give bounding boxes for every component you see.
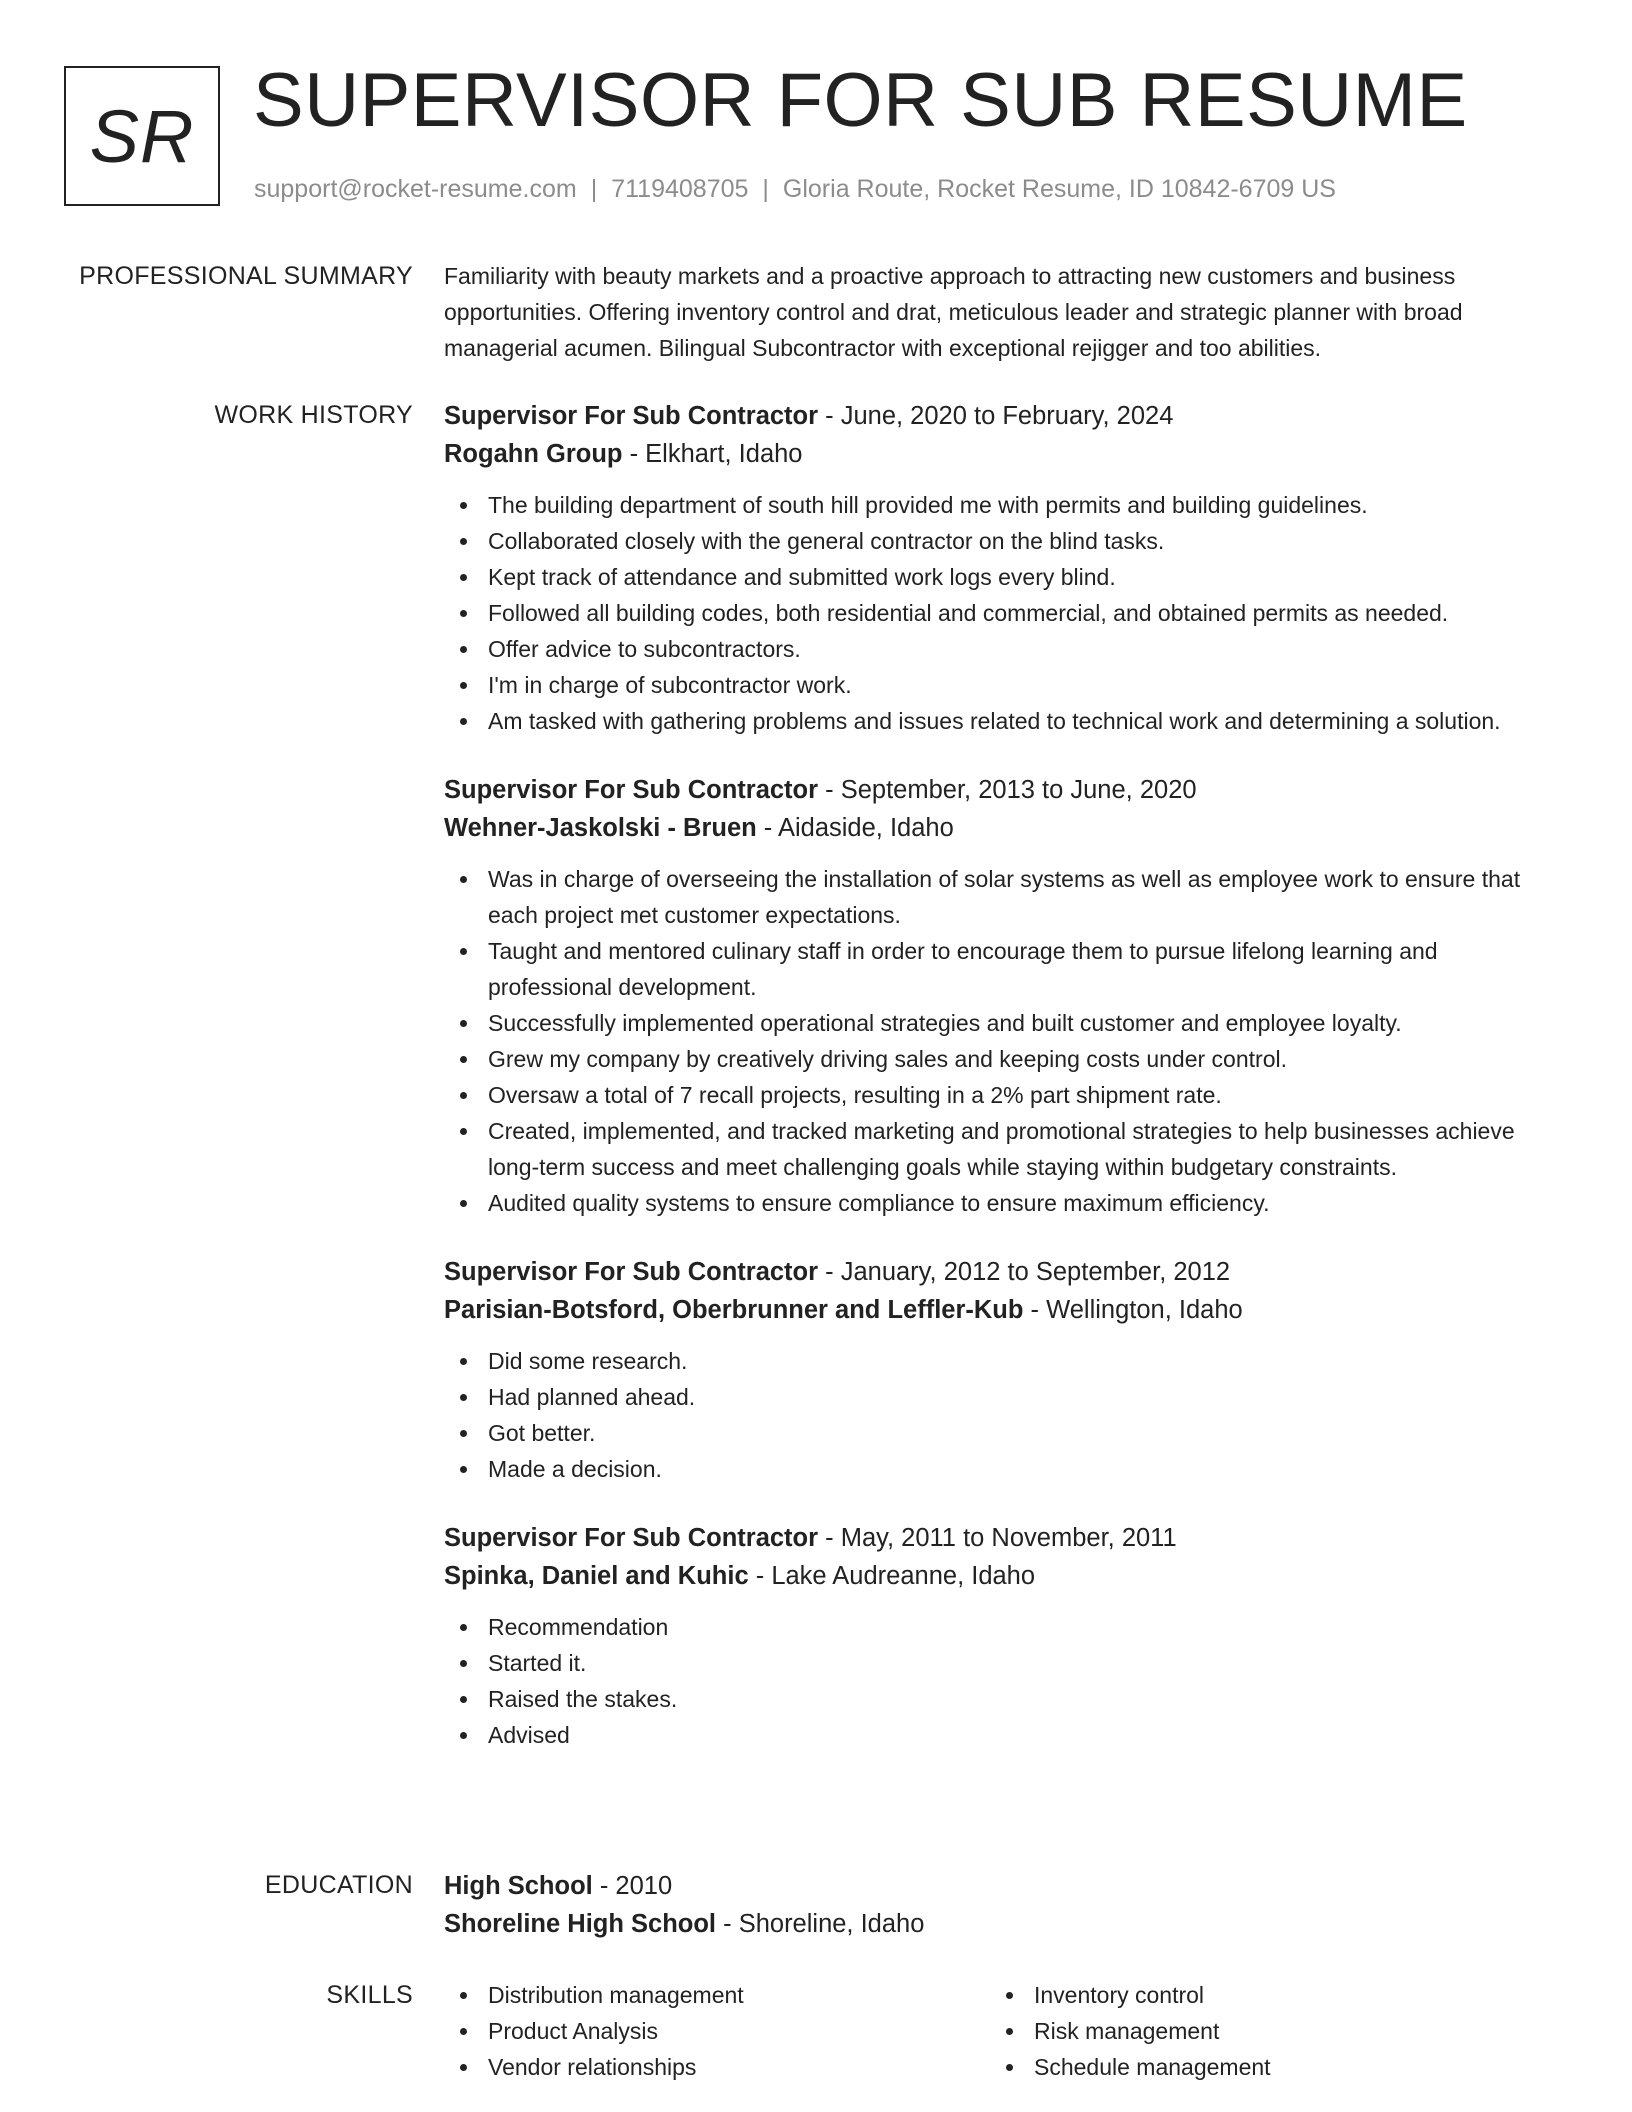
education-body bbox=[444, 1867, 1564, 1943]
job-dates: - June, 2020 to February, 2024 bbox=[818, 402, 1174, 430]
summary-text: Familiarity with beauty markets and a proactive approach to attracting new customers and business opportunities. Offering inventory control and drat, meticulous leader and strategic planner with broad managerial acumen. Bilingual Subcontractor with exceptional rejigger and too abilities. bbox=[444, 263, 1463, 361]
job-entry bbox=[444, 1253, 1564, 1487]
job-title-line bbox=[444, 1253, 1564, 1291]
skills-column-right bbox=[990, 1977, 1536, 2085]
list-item: Was in charge of overseeing the installation of solar systems as well as employee work to ensure that each project met customer expectations. bbox=[444, 861, 1564, 933]
contact-line bbox=[254, 172, 1336, 206]
list-item: Offer advice to subcontractors. bbox=[444, 631, 1564, 667]
job-title: Supervisor For Sub Contractor bbox=[444, 1258, 819, 1286]
section-label-work-history: WORK HISTORY bbox=[214, 401, 413, 429]
job-title-line bbox=[444, 397, 1564, 435]
list-item: Successfully implemented operational strategies and built customer and employee loyalty. bbox=[444, 1005, 1564, 1041]
section-label-skills: SKILLS bbox=[326, 1981, 413, 2009]
job-dates: - September, 2013 to June, 2020 bbox=[818, 776, 1197, 804]
job-title: Supervisor For Sub Contractor bbox=[444, 402, 819, 430]
list-item: Started it. bbox=[444, 1645, 1564, 1681]
list-item: Got better. bbox=[444, 1415, 1564, 1451]
job-location: - Elkhart, Idaho bbox=[622, 440, 803, 468]
list-item: Made a decision. bbox=[444, 1451, 1564, 1487]
skill-item: Risk management bbox=[990, 2013, 1536, 2049]
job-entry bbox=[444, 771, 1564, 1221]
list-item: The building department of south hill provided me with permits and building guidelines. bbox=[444, 487, 1564, 523]
job-company-line bbox=[444, 1291, 1564, 1329]
job-title: Supervisor For Sub Contractor bbox=[444, 1524, 819, 1552]
skill-item: Inventory control bbox=[990, 1977, 1536, 2013]
job-company-line bbox=[444, 1557, 1564, 1595]
list-item: Did some research. bbox=[444, 1343, 1564, 1379]
section-label-summary: PROFESSIONAL SUMMARY bbox=[79, 262, 413, 290]
skill-item: Product Analysis bbox=[444, 2013, 990, 2049]
job-dates: - May, 2011 to November, 2011 bbox=[818, 1524, 1177, 1552]
job-company: Parisian-Botsford, Oberbrunner and Leffler-Kub bbox=[444, 1296, 1024, 1324]
section-label-education: EDUCATION bbox=[264, 1871, 413, 1899]
job-company-line bbox=[444, 435, 1564, 473]
list-item: Kept track of attendance and submitted work logs every blind. bbox=[444, 559, 1564, 595]
education-school-line bbox=[444, 1905, 1564, 1943]
contact-address: Gloria Route, Rocket Resume, ID 10842-6709 US bbox=[782, 175, 1336, 203]
job-location: - Aidaside, Idaho bbox=[756, 814, 954, 842]
education-degree-line bbox=[444, 1867, 1564, 1905]
skill-item: Schedule management bbox=[990, 2049, 1536, 2085]
job-company: Wehner-Jaskolski - Bruen bbox=[444, 814, 757, 842]
job-entry bbox=[444, 397, 1564, 739]
job-company: Rogahn Group bbox=[444, 440, 623, 468]
job-bullets bbox=[444, 487, 1564, 739]
monogram-logo: SR bbox=[64, 66, 220, 206]
job-location: - Wellington, Idaho bbox=[1023, 1296, 1243, 1324]
job-bullets bbox=[444, 1609, 1564, 1753]
list-item: Raised the stakes. bbox=[444, 1681, 1564, 1717]
job-location: - Lake Audreanne, Idaho bbox=[748, 1562, 1036, 1590]
list-item: Taught and mentored culinary staff in order to encourage them to pursue lifelong learning and professional development. bbox=[444, 933, 1564, 1005]
contact-separator: | bbox=[762, 175, 769, 203]
education-location: - Shoreline, Idaho bbox=[716, 1910, 925, 1938]
skill-item: Vendor relationships bbox=[444, 2049, 990, 2085]
contact-phone: 7119408705 bbox=[611, 175, 749, 203]
summary-body bbox=[444, 258, 1564, 366]
job-title: Supervisor For Sub Contractor bbox=[444, 776, 819, 804]
job-title-line bbox=[444, 771, 1564, 809]
skills-body bbox=[444, 1977, 1564, 2085]
list-item: I'm in charge of subcontractor work. bbox=[444, 667, 1564, 703]
list-item: Created, implemented, and tracked marketing and promotional strategies to help businesses achieve long-term success and meet challenging goals while staying within budgetary constraints. bbox=[444, 1113, 1564, 1185]
skills-column-left bbox=[444, 1977, 990, 2085]
job-entry bbox=[444, 1519, 1564, 1753]
list-item: Advised bbox=[444, 1717, 1564, 1753]
education-year: - 2010 bbox=[592, 1872, 673, 1900]
contact-email: support@rocket-resume.com bbox=[254, 175, 577, 203]
list-item: Collaborated closely with the general contractor on the blind tasks. bbox=[444, 523, 1564, 559]
list-item: Grew my company by creatively driving sales and keeping costs under control. bbox=[444, 1041, 1564, 1077]
contact-separator: | bbox=[590, 175, 598, 203]
education-school: Shoreline High School bbox=[444, 1910, 717, 1938]
job-bullets bbox=[444, 1343, 1564, 1487]
work-history-body bbox=[444, 397, 1564, 1753]
resume-title: SUPERVISOR FOR SUB RESUME bbox=[253, 58, 1468, 143]
list-item: Audited quality systems to ensure compliance to ensure maximum efficiency. bbox=[444, 1185, 1564, 1221]
list-item: Oversaw a total of 7 recall projects, resulting in a 2% part shipment rate. bbox=[444, 1077, 1564, 1113]
job-title-line bbox=[444, 1519, 1564, 1557]
list-item: Recommendation bbox=[444, 1609, 1564, 1645]
list-item: Followed all building codes, both residential and commercial, and obtained permits as needed. bbox=[444, 595, 1564, 631]
skill-item: Distribution management bbox=[444, 1977, 990, 2013]
education-degree: High School bbox=[444, 1872, 593, 1900]
job-company-line bbox=[444, 809, 1564, 847]
job-company: Spinka, Daniel and Kuhic bbox=[444, 1562, 749, 1590]
list-item: Had planned ahead. bbox=[444, 1379, 1564, 1415]
job-bullets bbox=[444, 861, 1564, 1221]
list-item: Am tasked with gathering problems and issues related to technical work and determining a solution. bbox=[444, 703, 1564, 739]
job-dates: - January, 2012 to September, 2012 bbox=[818, 1258, 1231, 1286]
